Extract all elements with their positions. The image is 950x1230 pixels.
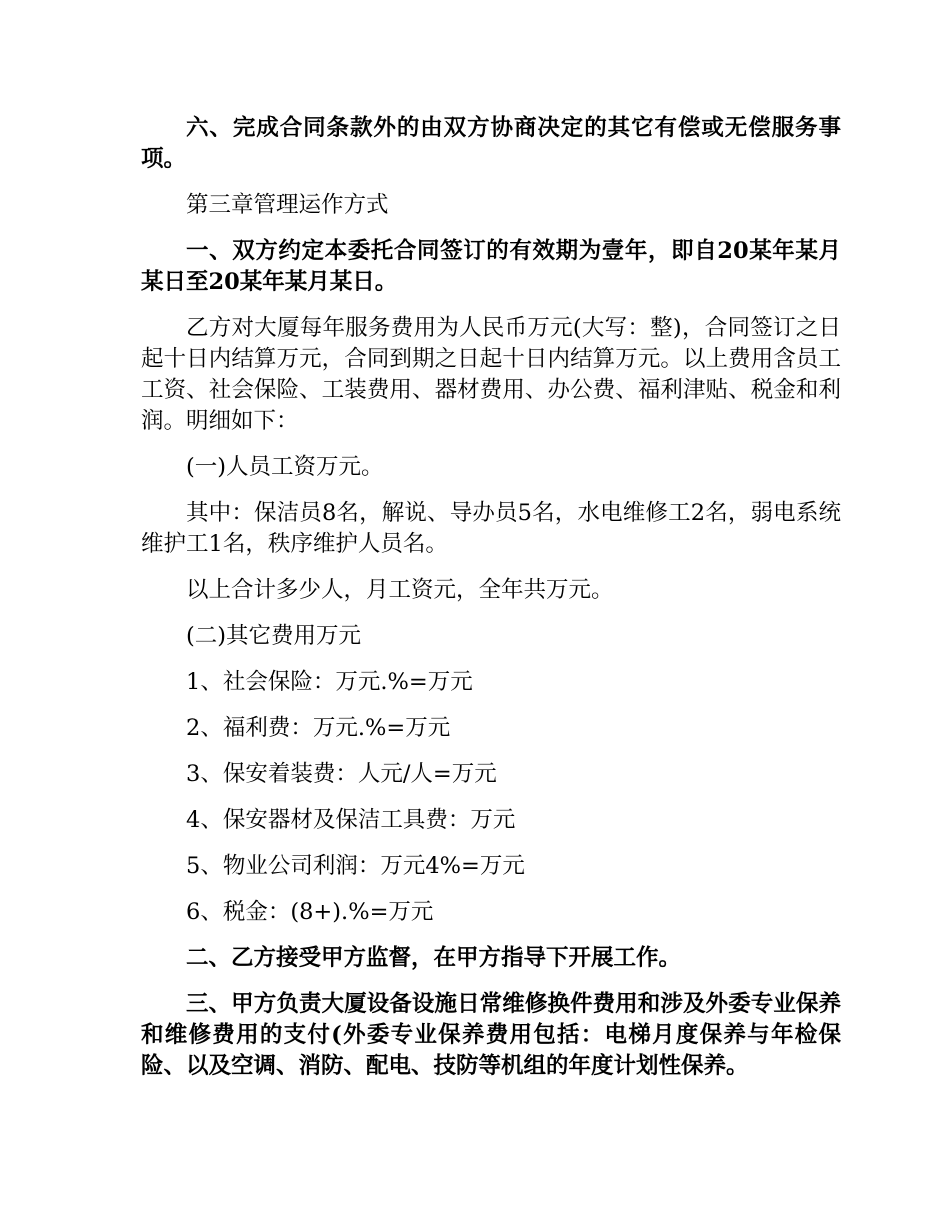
paragraph-service-fee: 乙方对大厦每年服务费用为人民币万元(大写：整)，合同签订之日起十日内结算万元，合同到期之日起十日内结算万元。以上费用含员工工资、社会保险、工装费用、器材费用、办公费、福利津贴、税金和利润。明细如下： (141, 315, 841, 434)
paragraph-3-maintenance-costs: 三、甲方负责大厦设备设施日常维修换件费用和涉及外委专业保养和维修费用的支付(外委专业保养费用包括：电梯月度保养与年检保险、以及空调、消防、配电、技防等机组的年度计划性保养。 (141, 991, 841, 1079)
paragraph-staff-total: 以上合计多少人，月工资元，全年共万元。 (186, 577, 614, 603)
list-item-tax: 6、税金：(8+).%=万元 (186, 899, 434, 925)
paragraph-6-other-services: 六、完成合同条款外的由双方协商决定的其它有偿或无偿服务事项。 (141, 115, 841, 172)
paragraph-other-costs: (二)其它费用万元 (186, 623, 362, 649)
list-item-welfare: 2、福利费：万元.%=万元 (186, 715, 451, 741)
list-item-profit: 5、物业公司利润：万元4%=万元 (186, 853, 525, 879)
list-item-uniform: 3、保安着装费：人元/人=万元 (186, 761, 497, 787)
chapter-3-heading: 第三章管理运作方式 (186, 192, 389, 218)
paragraph-2-supervision: 二、乙方接受甲方监督，在甲方指导下开展工作。 (186, 945, 682, 971)
paragraph-staff-wages: (一)人员工资万元。 (186, 454, 384, 480)
paragraph-1-validity-period: 一、双方约定本委托合同签订的有效期为壹年，即自20某年某月某日至20某年某月某日。 (141, 238, 841, 295)
paragraph-staff-breakdown: 其中：保洁员8名，解说、导办员5名，水电维修工2名，弱电系统维护工1名，秩序维护人员名。 (141, 500, 841, 557)
list-item-equipment: 4、保安器材及保洁工具费：万元 (186, 807, 516, 833)
list-item-social-insurance: 1、社会保险：万元.%=万元 (186, 669, 473, 695)
